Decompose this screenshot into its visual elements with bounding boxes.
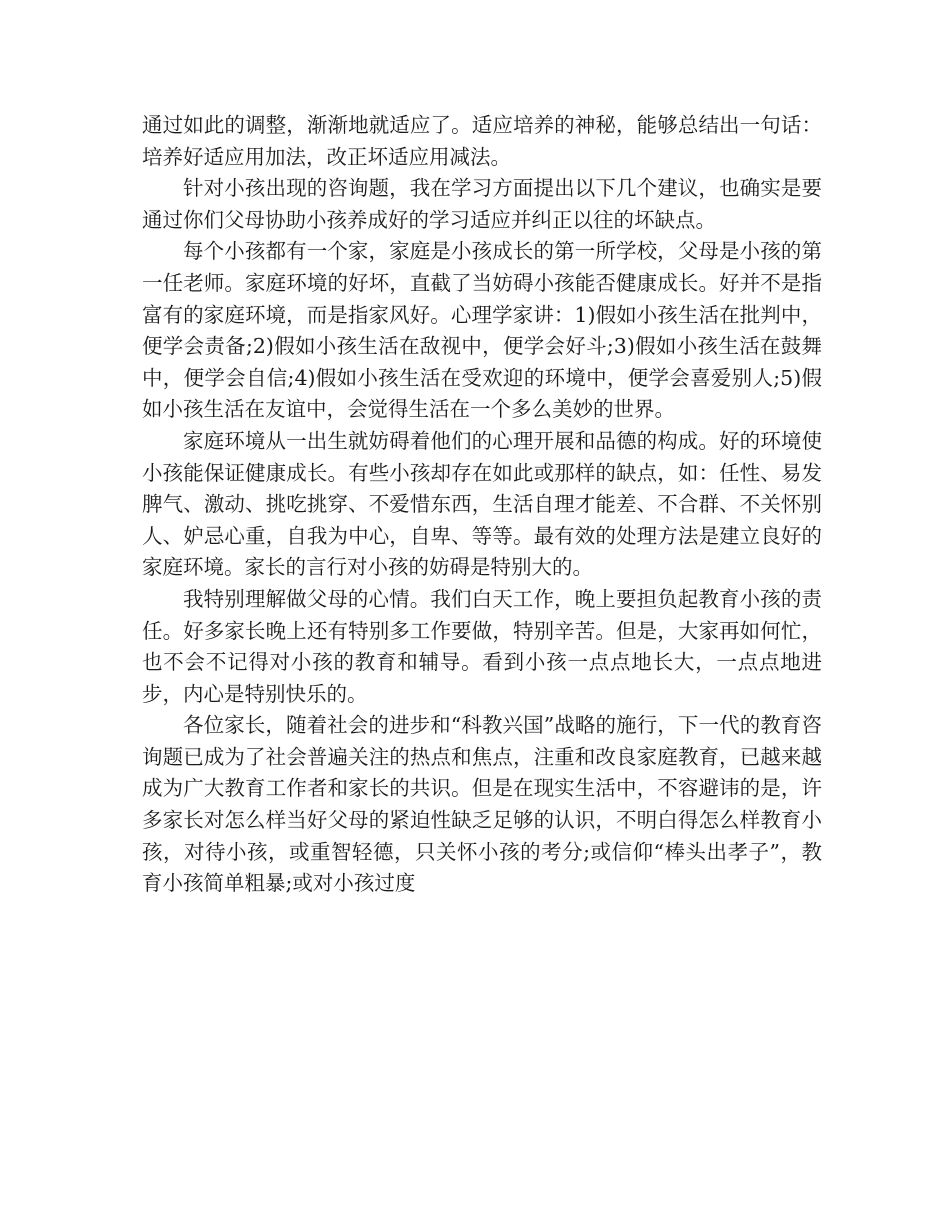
paragraph-1: 通过如此的调整，渐渐地就适应了。适应培养的神秘，能够总结出一句话：培养好适应用加法，改正坏适应用减法。 [142,113,822,169]
paragraph-2: 针对小孩出现的咨询题，我在学习方面提出以下几个建议，也确实是要通过你们父母协助小孩养成好的学习适应并纠正以往的坏缺点。 [142,176,822,232]
paragraph-3: 每个小孩都有一个家，家庭是小孩成长的第一所学校，父母是小孩的第一任老师。家庭环境的好坏，直截了当妨碍小孩能否健康成长。好并不是指富有的家庭环境，而是指家风好。心理学家讲：1)假如小孩生活在批判中，便学会责备;2)假如小孩生活在敌视中，便学会好斗;3)假如小孩生活在鼓舞中，便学会自信;4)假如小孩生活在受欢迎的环境中，便学会喜爱别人;5)假如小孩生活在友谊中，会觉得生活在一个多么美妙的世界。 [142,239,822,422]
paragraph-5: 我特别理解做父母的心情。我们白天工作，晚上要担负起教育小孩的责任。好多家长晚上还有特别多工作要做，特别辛苦。但是，大家再如何忙，也不会不记得对小孩的教育和辅导。看到小孩一点点地长大，一点点地进步，内心是特别快乐的。 [142,586,822,706]
document-page [142,110,822,900]
paragraph-6: 各位家长，随着社会的进步和“科教兴国”战略的施行，下一代的教育咨询题已成为了社会普遍关注的热点和焦点，注重和改良家庭教育，已越来越成为广大教育工作者和家长的共识。但是在现实生活中，不容避讳的是，许多家长对怎么样当好父母的紧迫性缺乏足够的认识，不明白得怎么样教育小孩，对待小孩，或重智轻德，只关怀小孩的考分;或信仰“棒头出孝子”，教育小孩简单粗暴;或对小孩过度 [142,713,822,896]
paragraph-4: 家庭环境从一出生就妨碍着他们的心理开展和品德的构成。好的环境使小孩能保证健康成长。有些小孩却存在如此或那样的缺点，如：任性、易发脾气、激动、挑吃挑穿、不爱惜东西，生活自理才能差、不合群、不关怀别人、妒忌心重，自我为中心，自卑、等等。最有效的处理方法是建立良好的家庭环境。家长的言行对小孩的妨碍是特别大的。 [142,428,822,580]
